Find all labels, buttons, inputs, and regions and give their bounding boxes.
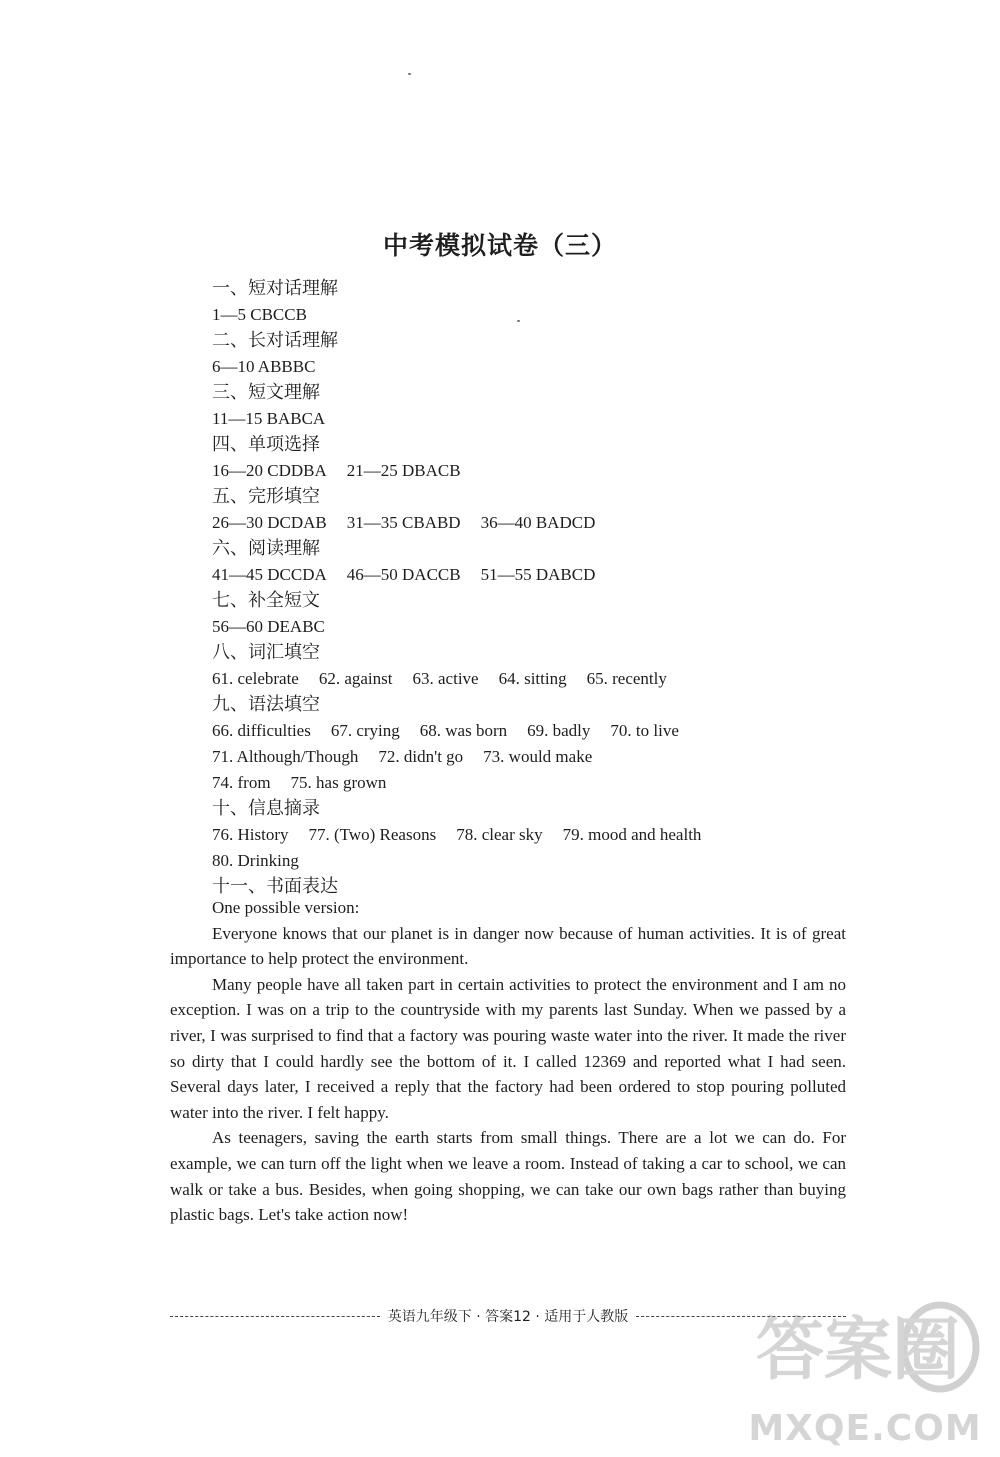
- answer-section: [212, 536, 852, 588]
- footer-text: 英语九年级下 · 答案12 · 适用于人教版: [387, 1309, 629, 1325]
- answer-item: 62. against: [318, 669, 393, 688]
- watermark-logo-text: 答案圈: [756, 1311, 961, 1390]
- answer-item: 79. mood and health: [562, 825, 702, 844]
- answer-item: 69. badly: [527, 721, 591, 740]
- answer-section: [212, 328, 852, 380]
- scan-speck: [408, 73, 411, 75]
- answer-item: 67. crying: [330, 721, 400, 740]
- answer-item: 76. History: [212, 825, 289, 844]
- answer-line: [212, 744, 852, 770]
- answer-item: 68. was born: [419, 721, 508, 740]
- essay-paragraph: Many people have all taken part in certain activities to protect the environment and I am no exception. I was on a trip to the countryside with my parents last Sunday. When we passed by a river, I was surprised to find that a factory was pouring waste water into the river. It made the river so dirty that I could hardly see the bottom of it. I called 12369 and reported what I had seen. Several days later, I received a reply that the factory had been ordered to stop pouring polluted water into the river. I felt happy.: [170, 974, 846, 1122]
- answer-item: 77. (Two) Reasons: [308, 825, 437, 844]
- answer-item: 75. has grown: [290, 773, 387, 792]
- answer-item: 26—30 DCDAB: [212, 513, 327, 532]
- essay: [170, 895, 846, 1228]
- answer-line: [212, 354, 852, 380]
- section-heading: 一、短对话理解: [212, 278, 338, 299]
- answer-item: 6—10 ABBBC: [212, 357, 316, 376]
- watermark-site: MXQE.COM: [748, 1408, 982, 1449]
- answer-line: [212, 562, 852, 588]
- answer-line: [212, 510, 852, 536]
- answer-section: [212, 380, 852, 432]
- answer-item: 1—5 CBCCB: [212, 305, 307, 324]
- section-heading: 十一、书面表达: [212, 876, 338, 897]
- watermark-logo-icon: [750, 1299, 980, 1394]
- section-heading: 七、补全短文: [212, 590, 320, 611]
- answer-item: 51—55 DABCD: [480, 565, 596, 584]
- answer-item: 73. would make: [483, 747, 593, 766]
- answer-list: [212, 276, 852, 900]
- essay-paragraph: As teenagers, saving the earth starts from small things. There are a lot we can do. For example, we can turn off the light when we leave a room. Instead of taking a car to school, we can walk or take a bus. Besides, when going shopping, we can take our own bags rather than buying plastic bags. Let's take action now!: [170, 1128, 846, 1225]
- answer-item: 31—35 CBABD: [346, 513, 461, 532]
- answer-item: 56—60 DEABC: [212, 617, 325, 636]
- answer-item: 72. didn't go: [378, 747, 464, 766]
- answer-item: 71. Although/Though: [212, 747, 359, 766]
- answer-item: 41—45 DCCDA: [212, 565, 327, 584]
- answer-line: [212, 302, 852, 328]
- section-heading: 五、完形填空: [212, 486, 320, 507]
- essay-paragraph: Everyone knows that our planet is in danger now because of human activities. It is of great importance to help protect the environment.: [170, 923, 846, 969]
- answer-item: 16—20 CDDBA: [212, 461, 327, 480]
- answer-item: 21—25 DBACB: [346, 461, 461, 480]
- section-heading: 三、短文理解: [212, 382, 320, 403]
- watermark: [740, 1299, 990, 1449]
- answer-item: 70. to live: [610, 721, 679, 740]
- answer-section: [212, 276, 852, 328]
- answer-section: [212, 692, 852, 796]
- answer-item: 46—50 DACCB: [346, 565, 461, 584]
- answer-item: 36—40 BADCD: [480, 513, 596, 532]
- section-heading: 二、长对话理解: [212, 330, 338, 351]
- answer-section: [212, 640, 852, 692]
- answer-section: [212, 432, 852, 484]
- section-heading: 十、信息摘录: [212, 798, 320, 819]
- section-heading: 八、词汇填空: [212, 642, 320, 663]
- answer-item: 64. sitting: [498, 669, 567, 688]
- footer-rule-left: [170, 1316, 380, 1317]
- answer-line: [212, 822, 852, 848]
- answer-section: [212, 796, 852, 874]
- answer-line: [212, 666, 852, 692]
- section-heading: 六、阅读理解: [212, 538, 320, 559]
- answer-item: 61. celebrate: [212, 669, 299, 688]
- answer-line: [212, 614, 852, 640]
- answer-item: 74. from: [212, 773, 271, 792]
- page-title: 中考模拟试卷（三）: [382, 231, 617, 260]
- answer-line: [212, 406, 852, 432]
- answer-line: [212, 848, 852, 874]
- answer-item: 65. recently: [586, 669, 667, 688]
- answer-item: 78. clear sky: [456, 825, 543, 844]
- answer-section: [212, 588, 852, 640]
- answer-item: 80. Drinking: [212, 851, 299, 870]
- answer-line: [212, 718, 852, 744]
- answer-item: 11—15 BABCA: [212, 409, 326, 428]
- answer-item: 66. difficulties: [212, 721, 311, 740]
- answer-item: 63. active: [412, 669, 479, 688]
- section-heading: 四、单项选择: [212, 434, 320, 455]
- essay-lead: One possible version:: [212, 898, 360, 917]
- section-heading: 九、语法填空: [212, 694, 320, 715]
- answer-line: [212, 770, 852, 796]
- answer-line: [212, 458, 852, 484]
- answer-section: [212, 484, 852, 536]
